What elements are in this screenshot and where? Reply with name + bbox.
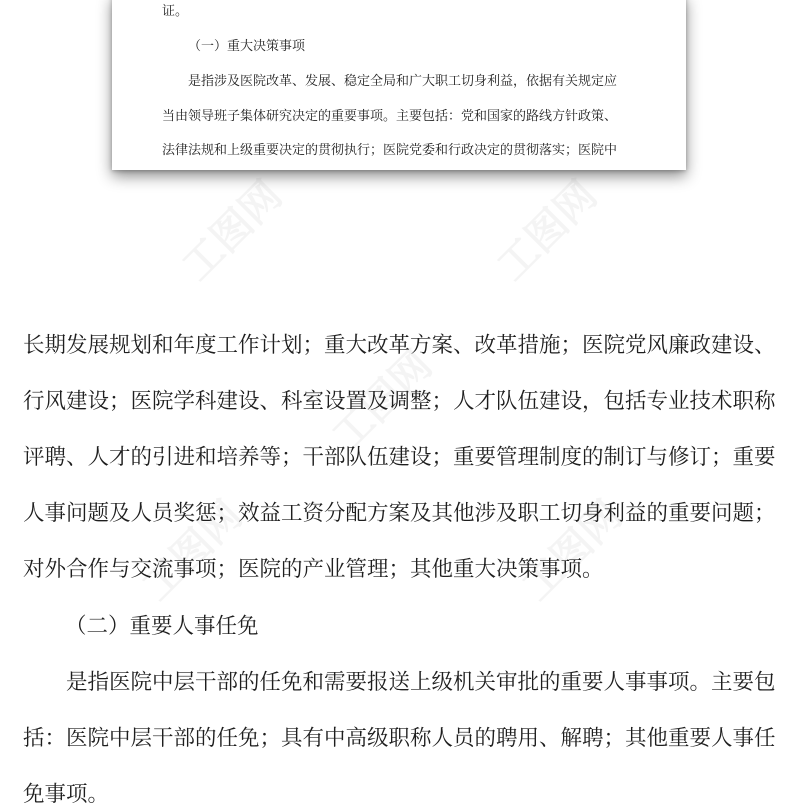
preview-line: 是指涉及医院改革、发展、稳定全局和广大职工切身利益，依据有关规定应 bbox=[188, 74, 618, 89]
body-line: 括：医院中层干部的任免；具有中高级职称人员的聘用、解聘；其他重要人事任 bbox=[23, 726, 776, 751]
section-heading: （二）重要人事任免 bbox=[65, 614, 259, 639]
watermark: 工图网 bbox=[513, 492, 632, 610]
preview-line: 当由领导班子集体研究决定的重要事项。主要包括：党和国家的路线方针政策、 bbox=[162, 109, 618, 124]
body-line: 长期发展规划和年度工作计划；重大改革方案、改革措施；医院党风廉政建设、 bbox=[23, 333, 776, 358]
body-line: 免事项。 bbox=[23, 782, 110, 807]
body-line: 评聘、人才的引进和培养等；干部队伍建设；重要管理制度的制订与修订；重要 bbox=[23, 445, 776, 470]
preview-heading: （一）重大决策事项 bbox=[188, 39, 306, 54]
body-line: 是指医院中层干部的任免和需要报送上级机关审批的重要人事事项。主要包 bbox=[66, 670, 776, 695]
body-line: 行风建设；医院学科建设、科室设置及调整；人才队伍建设，包括专业技术职称 bbox=[23, 389, 776, 414]
watermark: 工图网 bbox=[323, 342, 442, 460]
body-line: 人事问题及人员奖惩；效益工资分配方案及其他涉及职工切身利益的重要问题； bbox=[23, 501, 776, 526]
watermark: 工图网 bbox=[173, 172, 292, 290]
document-preview-card bbox=[112, 0, 686, 170]
body-line: 对外合作与交流事项；医院的产业管理；其他重大决策事项。 bbox=[23, 557, 604, 582]
preview-line: 证。 bbox=[162, 4, 189, 19]
preview-line: 法律法规和上级重要决定的贯彻执行；医院党委和行政决定的贯彻落实；医院中 bbox=[162, 143, 618, 158]
watermark: 工图网 bbox=[488, 172, 607, 290]
watermark: 工图网 bbox=[133, 492, 252, 610]
